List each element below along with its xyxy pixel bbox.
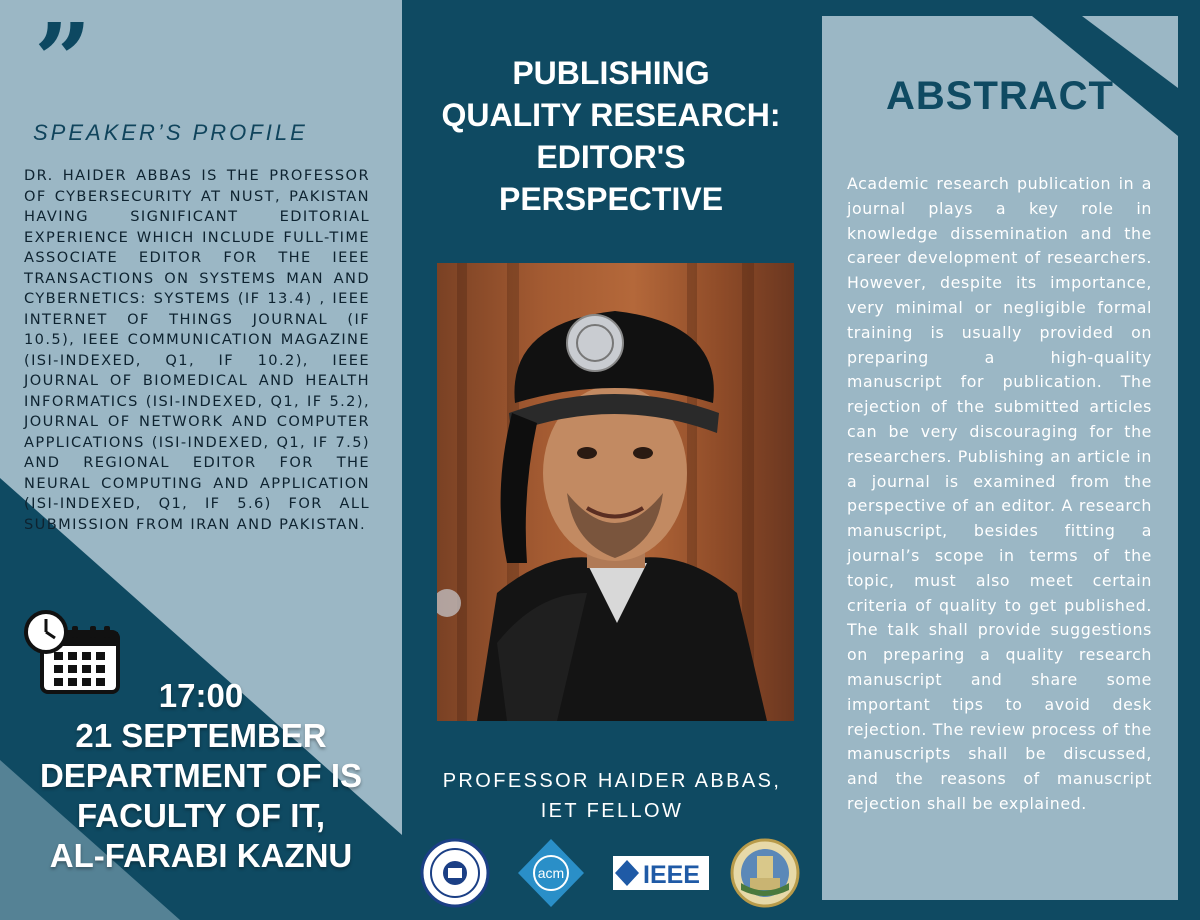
event-time: 17:00 (158, 677, 244, 714)
talk-title-line: QUALITY RESEARCH: (441, 97, 781, 133)
speaker-title-line: IET FELLOW (540, 800, 684, 822)
quote-mark-icon: ” (34, 1, 86, 119)
speaker-portrait-illustration (437, 263, 794, 721)
talk-title-line: EDITOR'S (536, 139, 686, 175)
event-department: DEPARTMENT OF IS (39, 757, 363, 794)
kaznu-logo-icon (730, 838, 800, 908)
ieee-logo-icon (613, 856, 709, 890)
speaker-name-line: PROFESSOR HAIDER ABBAS, (442, 770, 782, 792)
speaker-bio: DR. HAIDER ABBAS IS THE PROFESSOR OF CYBERSECURITY AT NUST, PAKISTAN HAVING SIGNIFICANT EDITORIAL EXPERIENCE WHICH INCLUDE FULL-TIME ASSOCIATE EDITOR FOR THE IEEE TRANSACTIONS ON SYSTEMS MAN AND CYBERNETICS: SYSTEMS (IF 13.4) , IEEE INTERNET OF THINGS JOURNAL (IF 10.5), IEEE COMMUNICATION MAGAZINE (ISI-INDEXED, Q1, IF 10.2), IEEE JOURNAL OF BIOMEDICAL AND HEALTH INFORMATICS (ISI-INDEXED, Q1, IF 5.2), JOURNAL OF NETWORK AND COMPUTER APPLICATIONS (ISI-INDEXED, Q1, IF 7.5) AND REGIONAL EDITOR FOR THE NEURAL COMPUTING AND APPLICATION (ISI-INDEXED, Q1, IF 5.6) FOR ALL SUBMISSION FROM IRAN AND PAKISTAN. (24, 167, 370, 533)
abstract-panel (822, 16, 1178, 900)
speaker-profile-panel (0, 0, 402, 920)
event-date: 21 SEPTEMBER (75, 717, 327, 754)
nust-logo-icon (420, 838, 490, 908)
talk-title-line: PERSPECTIVE (498, 181, 724, 217)
abstract-heading: ABSTRACT (886, 74, 1114, 118)
speaker-name (412, 766, 812, 826)
abstract-text: Academic research publication in a journal plays a key role in knowledge dissemination and the career development of researchers. However, despite its importance, very minimal or negligible formal training is usually provided on preparing a high-quality manuscript for publication. The rejection of the submitted articles can be very discouraging for the researchers. Publishing an article in a journal is examined from the perspective of an editor. A research manuscript, besides fitting a journal’s scope in terms of the topic, must also meet certain criteria of quality to get published. The talk shall provide suggestions on preparing a quality research manuscript and share some important tips to avoid desk rejection. The review process of the manuscripts shall be discussed, and the reasons of manuscript rejection shall be explained. (847, 174, 1152, 813)
event-details (0, 676, 402, 876)
talk-title (412, 52, 810, 220)
ieee-label: IEEE (643, 861, 700, 889)
speaker-photo (437, 263, 794, 721)
acm-label: acm (537, 865, 565, 881)
speaker-profile-heading: SPEAKER’S PROFILE (33, 120, 308, 145)
talk-title-line: PUBLISHING (512, 55, 710, 91)
event-faculty: FACULTY OF IT, (76, 797, 326, 834)
event-university: AL-FARABI KAZNU (49, 837, 353, 874)
partner-logos (420, 838, 810, 910)
acm-logo-icon (517, 838, 585, 908)
